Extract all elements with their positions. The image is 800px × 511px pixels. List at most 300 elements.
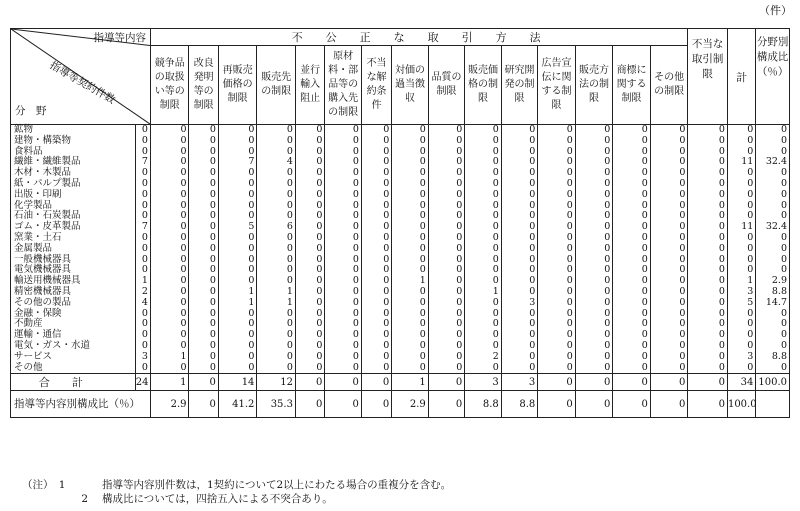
cell-value: 0 [419,329,426,341]
total_row-value: 1 [150,374,189,391]
cell-value: 0 [641,318,648,330]
field-name: 不動産 [14,318,43,330]
cell-value: 0 [529,361,536,373]
cell-value: 0 [419,124,426,135]
cell-value: 0 [316,275,323,287]
cell-value: 0 [286,264,293,276]
cell-value: 0 [456,242,463,254]
cell-value: 0 [383,307,390,319]
cell-value: 0 [209,285,216,297]
cell-value: 0 [641,188,648,200]
cell-value: 0 [209,124,216,135]
cell-value: 0 [419,167,426,179]
cell-value: 0 [679,242,686,254]
cell-value: 0 [679,339,686,351]
cell-value: 0 [718,177,725,189]
cell-value: 0 [286,307,293,319]
cell-value: 0 [286,188,293,200]
footnotes [22,478,451,506]
cell-value: 3 [747,350,754,362]
ratio-row-label: 指導等内容別構成比（％） [11,391,151,418]
total_row-value: 0 [189,374,218,391]
cell-value: 0 [352,167,359,179]
contract-count: 0 [141,167,148,179]
cell-value: 0 [718,307,725,319]
cell-value: 2 [492,350,499,362]
contract-count: 0 [141,134,148,146]
cell-value: 0 [248,231,255,243]
cell-value: 0 [383,350,390,362]
cell-value: 0 [718,145,725,157]
cell-value: 0 [566,231,573,243]
cell-value: 0 [604,275,611,287]
total_row-unfair: 0 [688,374,728,391]
cell-value: 0 [209,231,216,243]
cell-value: 0 [419,350,426,362]
cell-value: 0 [180,134,187,146]
cell-value: 0 [641,242,648,254]
cell-value: 0 [566,124,573,135]
cell-value: 0 [419,253,426,265]
data-column-7 [392,125,429,374]
cell-value: 7 [248,156,255,168]
cell-value: 0 [718,124,725,135]
column-header-4: 並行輸入阻止 [295,46,324,125]
cell-value: 0 [529,231,536,243]
cell-value: 0 [180,285,187,297]
cell-value: 0 [209,275,216,287]
total_row-value: 0 [361,374,391,391]
cell-value: 0 [209,264,216,276]
cell-value: 0 [316,339,323,351]
cell-value: 0 [604,167,611,179]
cell-value: 0 [180,221,187,233]
contract-count: 3 [141,350,148,362]
cell-value: 0 [419,134,426,146]
cell-value: 0 [383,167,390,179]
field-name: 建物・構築物 [14,134,72,146]
cell-value: 0 [248,145,255,157]
cell-value: 0 [352,361,359,373]
cell-value: 0 [209,296,216,308]
cell-value: 0 [209,329,216,341]
cell-value: 0 [679,124,686,135]
cell-value: 0 [718,210,725,222]
cell-value: 0 [679,156,686,168]
column-header-5: 原材料・部品等の購入先の制限 [325,46,362,125]
cell-value: 11 [741,221,754,233]
cell-value: 0 [286,275,293,287]
cell-value: 0 [780,188,787,200]
total_row-value: 12 [257,374,296,391]
cell-value: 0 [492,264,499,276]
cell-value: 0 [679,210,686,222]
cell-value: 0 [529,124,536,135]
cell-value: 11 [741,156,754,168]
cell-value: 0 [419,242,426,254]
cell-value: 0 [604,199,611,211]
ratio_row-value: 0 [613,391,651,418]
cell-value: 0 [492,199,499,211]
ratio_row-value: 0 [189,391,218,418]
cell-value: 0 [780,253,787,265]
cell-value: 0 [352,307,359,319]
data-column-3 [257,125,296,374]
cell-value: 0 [456,253,463,265]
cell-value: 0 [604,296,611,308]
cell-value: 0 [286,145,293,157]
total-row [11,374,790,391]
cell-value: 0 [383,264,390,276]
cell-value: 0 [456,329,463,341]
cell-value: 0 [419,210,426,222]
cell-value: 0 [679,167,686,179]
cell-value: 0 [641,307,648,319]
diagonal-header-cell [11,29,151,125]
cell-value: 0 [529,307,536,319]
cell-value: 0 [679,221,686,233]
cell-value: 0 [566,307,573,319]
contract-count: 7 [141,221,148,233]
cell-value: 0 [604,177,611,189]
field-name: 化学製品 [14,199,53,211]
cell-value: 0 [718,296,725,308]
data-column-0 [150,125,189,374]
cell-value: 0 [316,264,323,276]
cell-value: 0 [383,242,390,254]
cell-value: 0 [456,307,463,319]
cell-value: 0 [718,264,725,276]
ratio-column [756,125,790,374]
cell-value: 0 [604,134,611,146]
contract-count: 1 [141,275,148,287]
cell-value: 0 [383,253,390,265]
cell-value: 0 [492,329,499,341]
contract-count: 0 [141,253,148,265]
cell-value: 14.7 [765,296,787,308]
cell-value: 8.8 [771,350,787,362]
cell-value: 0 [641,177,648,189]
cell-value: 0 [679,253,686,265]
total_row-total: 34 [727,374,755,391]
cell-value: 0 [747,177,754,189]
ratio_row-value: 0 [428,391,465,418]
cell-value: 0 [352,285,359,297]
cell-value: 0 [419,231,426,243]
cell-value: 0 [383,285,390,297]
contract-count: 0 [141,242,148,254]
cell-value: 0 [780,329,787,341]
ratio_row-value: 0 [575,391,613,418]
cell-value: 0 [492,275,499,287]
cell-value: 0 [641,210,648,222]
cell-value: 0 [180,264,187,276]
cell-value: 0 [641,264,648,276]
cell-value: 0 [419,188,426,200]
total_row-ratio: 100.0 [756,374,790,391]
cell-value: 0 [248,339,255,351]
cell-value: 0 [641,275,648,287]
cell-value: 0 [383,275,390,287]
cell-value: 0 [180,124,187,135]
column-header-9: 販売価格の制限 [465,46,502,125]
cell-value: 0 [286,339,293,351]
cell-value: 0 [718,231,725,243]
cell-value: 0 [209,188,216,200]
cell-value: 0 [604,329,611,341]
cell-value: 0 [383,339,390,351]
cell-value: 0 [641,296,648,308]
cell-value: 0 [456,134,463,146]
cell-value: 0 [383,145,390,157]
cell-value: 0 [566,361,573,373]
cell-value: 0 [566,134,573,146]
data-column-2 [218,125,257,374]
cell-value: 1 [286,285,293,297]
cell-value: 0 [641,221,648,233]
cell-value: 0 [492,124,499,135]
total_row-value: 3 [501,374,538,391]
cell-value: 0 [718,350,725,362]
contract-count: 0 [141,210,148,222]
cell-value: 0 [718,275,725,287]
cell-value: 0 [209,145,216,157]
total-column [727,125,755,374]
cell-value: 0 [492,145,499,157]
cell-value: 0 [456,318,463,330]
cell-value: 0 [316,329,323,341]
cell-value: 0 [286,199,293,211]
cell-value: 0 [566,329,573,341]
cell-value: 0 [747,339,754,351]
cell-value: 0 [492,167,499,179]
field-name: 鉱物 [14,124,34,135]
cell-value: 0 [780,361,787,373]
ratio_row-value: 35.3 [257,391,296,418]
cell-value: 0 [492,339,499,351]
cell-value: 0 [529,210,536,222]
unfair-restraint-column [688,125,728,374]
footnote-1: （注） 1 指導等内容別件数は，1契約について2以上にわたる場合の重複分を含む。 [22,479,452,491]
cell-value: 0 [316,361,323,373]
cell-value: 0 [747,167,754,179]
column-header-6: 不当な解約条件 [361,46,391,125]
cell-value: 0 [679,285,686,297]
field-name: 精密機械器具 [14,285,72,297]
cell-value: 0 [679,145,686,157]
cell-value: 0 [419,199,426,211]
cell-value: 0 [209,177,216,189]
cell-value: 0 [180,329,187,341]
cell-value: 0 [248,124,255,135]
cell-value: 0 [747,210,754,222]
cell-value: 0 [529,339,536,351]
total_row-value: 1 [392,374,429,391]
cell-value: 0 [566,177,573,189]
cell-value: 0 [780,124,787,135]
cell-value: 1 [419,275,426,287]
cell-value: 32.4 [765,156,787,168]
cell-value: 0 [718,242,725,254]
cell-value: 0 [641,339,648,351]
cell-value: 0 [352,264,359,276]
cell-value: 0 [747,361,754,373]
contract-count: 0 [141,231,148,243]
cell-value: 0 [679,188,686,200]
cell-value: 0 [352,124,359,135]
cell-value: 0 [780,167,787,179]
total_row-value: 14 [218,374,257,391]
cell-value: 0 [566,339,573,351]
cell-value: 0 [780,145,787,157]
cell-value: 0 [718,221,725,233]
total_row-value: 0 [575,374,613,391]
cell-value: 0 [641,145,648,157]
data-column-12 [575,125,613,374]
cell-value: 0 [383,134,390,146]
cell-value: 0 [456,167,463,179]
cell-value: 0 [316,188,323,200]
cell-value: 0 [566,285,573,297]
cell-value: 0 [604,307,611,319]
cell-value: 0 [780,199,787,211]
cell-value: 0 [604,242,611,254]
field-name: サービス [14,350,53,362]
cell-value: 0 [492,134,499,146]
data-column-6 [361,125,391,374]
column-header-10: 研究開発の制限 [501,46,538,125]
cell-value: 0 [383,361,390,373]
cell-value: 0 [641,285,648,297]
cell-value: 0 [718,188,725,200]
cell-value: 0 [383,296,390,308]
cell-value: 0 [209,156,216,168]
cell-value: 0 [679,318,686,330]
cell-value: 0 [180,296,187,308]
ratio-header: 分野別構成比（％） [756,29,790,125]
cell-value: 0 [180,339,187,351]
cell-value: 0 [718,329,725,341]
cell-value: 0 [180,242,187,254]
cell-value: 0 [718,156,725,168]
cell-value: 0 [641,329,648,341]
cell-value: 0 [248,350,255,362]
cell-value: 0 [529,145,536,157]
cell-value: 0 [679,307,686,319]
cell-value: 0 [679,177,686,189]
cell-value: 6 [286,221,293,233]
cell-value: 0 [352,275,359,287]
field-name: 食料品 [14,145,43,157]
cell-value: 0 [566,156,573,168]
cell-value: 0 [780,264,787,276]
column-header-7: 対価の過当徴収 [392,46,429,125]
cell-value: 0 [180,307,187,319]
cell-value: 0 [316,177,323,189]
cell-value: 0 [383,318,390,330]
data-column-11 [538,125,576,374]
cell-value: 0 [604,318,611,330]
contract-count: 4 [141,296,148,308]
cell-value: 0 [492,361,499,373]
total_row-value: 0 [428,374,465,391]
data-column-10 [501,125,538,374]
column-header-1: 改良発明等の制限 [189,46,218,125]
cell-value: 0 [383,221,390,233]
data-column-13 [613,125,651,374]
cell-value: 0 [352,350,359,362]
total-row-label: 合計 [11,374,136,391]
data-column-5 [325,125,362,374]
cell-value: 0 [604,156,611,168]
cell-value: 0 [286,231,293,243]
column-header-14: その他の制限 [650,46,688,125]
total_row-value: 0 [650,374,688,391]
cell-value: 32.4 [765,221,787,233]
cell-value: 0 [456,275,463,287]
cell-value: 0 [456,350,463,362]
cell-value: 0 [456,156,463,168]
cell-value: 0 [180,167,187,179]
contract-count: 7 [141,156,148,168]
cell-value: 0 [529,275,536,287]
cell-value: 0 [286,134,293,146]
field-name: 電気・ガス・水道 [14,339,91,351]
cell-value: 0 [456,231,463,243]
cell-value: 0 [180,156,187,168]
cell-value: 0 [604,221,611,233]
cell-value: 0 [747,145,754,157]
cell-value: 0 [248,188,255,200]
cell-value: 0 [248,264,255,276]
cell-value: 0 [286,210,293,222]
cell-value: 0 [209,361,216,373]
cell-value: 0 [679,275,686,287]
cell-value: 0 [492,296,499,308]
cell-value: 0 [316,231,323,243]
cell-value: 0 [604,231,611,243]
cell-value: 0 [316,145,323,157]
field-name: 窯業・土石 [14,231,62,243]
cell-value: 0 [352,329,359,341]
field-name: 石油・石炭製品 [14,210,81,222]
cell-value: 0 [248,318,255,330]
cell-value: 0 [209,339,216,351]
cell-value: 0 [316,242,323,254]
cell-value: 0 [383,199,390,211]
column-header-11: 広告宣伝に関する制限 [538,46,576,125]
contract-count: 0 [141,307,148,319]
cell-value: 0 [316,285,323,297]
cell-value: 0 [383,177,390,189]
cell-value: 0 [718,339,725,351]
cell-value: 0 [780,231,787,243]
ratio_row-value: 2.9 [150,391,189,418]
cell-value: 0 [316,124,323,135]
unfair-restraint-header: 不当な取引制限 [688,29,728,125]
cell-value: 0 [316,350,323,362]
cell-value: 0 [780,134,787,146]
cell-value: 0 [180,275,187,287]
cell-value: 0 [529,285,536,297]
cell-value: 0 [747,124,754,135]
total_row-value: 0 [538,374,576,391]
contract-count: 0 [141,177,148,189]
cell-value: 0 [316,167,323,179]
ratio_row-value: 2.9 [392,391,429,418]
cell-value: 0 [604,361,611,373]
cell-value: 0 [718,134,725,146]
